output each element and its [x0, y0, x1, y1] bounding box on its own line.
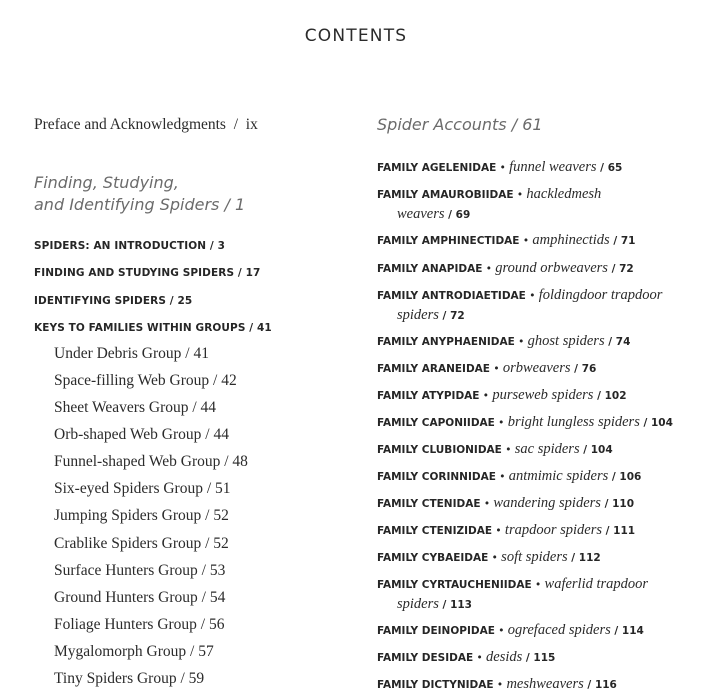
- toc-entry-label: Preface and Acknowledgments: [34, 116, 226, 133]
- common-name: orbweavers: [502, 360, 571, 376]
- group-label: Under Debris Group: [54, 345, 182, 362]
- common-name: waferlid trapdoor: [544, 576, 649, 592]
- separator: /: [219, 195, 235, 214]
- separator: /: [567, 552, 579, 564]
- separator: /: [209, 372, 222, 389]
- group-page: 54: [209, 589, 226, 606]
- part-title-line2-wrap: [34, 194, 245, 216]
- family-page: 115: [533, 652, 556, 664]
- separator: /: [206, 240, 218, 252]
- toc-entry-preface[interactable]: [34, 116, 258, 134]
- toc-group[interactable]: [54, 616, 224, 634]
- separator: /: [186, 643, 199, 660]
- separator: /: [583, 679, 595, 691]
- separator: /: [176, 670, 189, 687]
- common-name: hackledmesh: [526, 186, 602, 202]
- family-page: 111: [613, 525, 636, 537]
- toc-group[interactable]: [54, 670, 204, 688]
- separator: /: [596, 162, 608, 174]
- family-page: 76: [581, 363, 597, 375]
- chapter-page: 3: [217, 240, 225, 252]
- group-label: Six-eyed Spiders Group: [54, 480, 203, 497]
- family-page: 110: [612, 498, 635, 510]
- family-page: 113: [450, 599, 472, 611]
- page-title: CONTENTS: [304, 26, 408, 46]
- family-entry[interactable]: FAMILY DICTYNIDAE • meshweavers / 116: [377, 676, 617, 692]
- separator: /: [579, 444, 591, 456]
- family-name: FAMILY CLUBIONIDAE: [377, 444, 502, 456]
- separator: /: [188, 399, 201, 416]
- common-name-cont: weavers: [397, 206, 445, 222]
- toc-chapter[interactable]: [34, 267, 260, 279]
- common-name: ground orbweavers: [495, 260, 608, 276]
- separator: /: [593, 390, 605, 402]
- group-page: 56: [208, 616, 225, 633]
- group-page: 44: [213, 426, 229, 443]
- group-label: Funnel-shaped Web Group: [54, 453, 221, 470]
- family-entry[interactable]: FAMILY DESIDAE • desids / 115: [377, 649, 556, 665]
- common-name: funnel weavers: [509, 159, 597, 175]
- family-entry[interactable]: FAMILY CAPONIIDAE • bright lungless spiders / 104: [377, 414, 673, 430]
- family-name: FAMILY AGELENIDAE: [377, 162, 497, 174]
- separator: /: [600, 498, 613, 510]
- group-page: 59: [188, 670, 205, 687]
- common-name: soft spiders: [501, 549, 568, 565]
- toc-group[interactable]: [54, 589, 225, 607]
- family-entry[interactable]: FAMILY CYBAEIDAE • soft spiders / 112: [377, 549, 601, 565]
- part-page: 1: [234, 195, 246, 214]
- family-entry[interactable]: FAMILY AGELENIDAE • funnel weavers / 65: [377, 159, 623, 175]
- family-page: 116: [594, 679, 617, 691]
- separator: /: [201, 507, 214, 524]
- common-name: bright lungless spiders: [507, 414, 640, 430]
- group-page: 57: [198, 643, 214, 660]
- family-entry[interactable]: FAMILY ANTRODIAETIDAE • foldingdoor trapdoor spiders / 72: [377, 287, 663, 323]
- separator: /: [197, 562, 210, 579]
- group-label: Jumping Spiders Group: [54, 507, 202, 524]
- chapter-label: KEYS TO FAMILIES WITHIN GROUPS: [34, 322, 246, 334]
- group-label: Foliage Hunters Group: [54, 616, 197, 633]
- toc-entry-page: ix: [245, 116, 258, 133]
- family-name: FAMILY CAPONIIDAE: [377, 417, 495, 429]
- common-name: amphinectids: [532, 232, 610, 248]
- group-page: 42: [221, 372, 237, 389]
- toc-chapter[interactable]: [34, 295, 192, 307]
- group-page: 44: [200, 399, 217, 416]
- common-name: trapdoor spiders: [504, 522, 603, 538]
- separator: /: [609, 235, 621, 247]
- family-page: 104: [590, 444, 613, 456]
- separator: /: [229, 116, 242, 133]
- toc-chapter[interactable]: [34, 322, 272, 334]
- family-name: FAMILY CYRTAUCHENIIDAE: [377, 579, 532, 591]
- group-page: 52: [213, 507, 229, 524]
- common-name-cont: spiders: [397, 596, 439, 612]
- toc-group[interactable]: [54, 426, 229, 444]
- part-page: 61: [522, 115, 543, 134]
- toc-group[interactable]: [54, 345, 209, 363]
- family-entry[interactable]: FAMILY ATYPIDAE • purseweb spiders / 102: [377, 387, 627, 403]
- common-name: meshweavers: [506, 676, 584, 692]
- family-name: FAMILY CYBAEIDAE: [377, 552, 489, 564]
- family-page: 104: [651, 417, 673, 429]
- family-page: 74: [615, 336, 631, 348]
- separator: /: [234, 267, 246, 279]
- chapter-page: 25: [177, 295, 193, 307]
- group-page: 48: [232, 453, 248, 470]
- common-name: antmimic spiders: [508, 468, 609, 484]
- common-name-cont: spiders: [397, 307, 439, 323]
- family-name: FAMILY DESIDAE: [377, 652, 474, 664]
- family-entry[interactable]: FAMILY CTENIDAE • wandering spiders / 110: [377, 495, 635, 511]
- family-name: FAMILY AMPHINECTIDAE: [377, 235, 520, 247]
- chapter-label: SPIDERS: AN INTRODUCTION: [34, 240, 207, 252]
- separator: /: [201, 426, 214, 443]
- family-name: FAMILY CTENIZIDAE: [377, 525, 493, 537]
- group-label: Space-filling Web Group: [54, 372, 210, 389]
- family-page: 71: [620, 235, 636, 247]
- family-entry[interactable]: FAMILY AMAUROBIIDAE • hackledmesh weavers / 69: [377, 186, 602, 222]
- toc-group[interactable]: [54, 399, 216, 417]
- toc-chapter[interactable]: [34, 240, 225, 252]
- toc-group[interactable]: [54, 507, 229, 525]
- separator: /: [602, 525, 614, 537]
- toc-part-heading[interactable]: [34, 172, 245, 216]
- group-label: Tiny Spiders Group: [54, 670, 177, 687]
- separator: /: [639, 417, 651, 429]
- group-label: Surface Hunters Group: [54, 562, 198, 579]
- family-page: 114: [621, 625, 644, 637]
- toc-group[interactable]: [54, 535, 229, 553]
- family-entry[interactable]: FAMILY DEINOPIDAE • ogrefaced spiders / 114: [377, 622, 644, 638]
- separator: /: [604, 336, 616, 348]
- family-name: FAMILY ANAPIDAE: [377, 263, 483, 275]
- separator: /: [220, 453, 233, 470]
- separator: /: [197, 589, 210, 606]
- separator: /: [201, 535, 214, 552]
- toc-group[interactable]: [54, 372, 237, 390]
- group-page: 51: [215, 480, 231, 497]
- separator: /: [608, 471, 620, 483]
- family-entry[interactable]: FAMILY CYRTAUCHENIIDAE • waferlid trapdoor spiders / 113: [377, 576, 649, 612]
- family-entry[interactable]: FAMILY CTENIZIDAE • trapdoor spiders / 111: [377, 522, 636, 538]
- separator: /: [245, 322, 257, 334]
- family-name: FAMILY ATYPIDAE: [377, 390, 480, 402]
- family-page: 69: [455, 209, 471, 221]
- separator: /: [506, 115, 523, 134]
- group-label: Orb-shaped Web Group: [54, 426, 202, 443]
- separator: /: [202, 480, 216, 497]
- family-entry[interactable]: FAMILY CLUBIONIDAE • sac spiders / 104: [377, 441, 613, 457]
- part-title-line1: Finding, Studying,: [34, 173, 179, 192]
- toc-group[interactable]: [54, 480, 231, 498]
- family-page: 72: [619, 263, 634, 275]
- separator: /: [438, 599, 451, 611]
- common-name: purseweb spiders: [492, 387, 594, 403]
- separator: /: [522, 652, 534, 664]
- separator: /: [607, 263, 620, 275]
- part-title-line2: and Identifying Spiders: [34, 195, 220, 214]
- chapter-page: 17: [245, 267, 261, 279]
- chapter-label: FINDING AND STUDYING SPIDERS: [34, 267, 235, 279]
- common-name: desids: [486, 649, 523, 665]
- group-label: Sheet Weavers Group: [54, 399, 189, 416]
- family-page: 65: [607, 162, 623, 174]
- family-name: FAMILY DEINOPIDAE: [377, 625, 495, 637]
- common-name: wandering spiders: [493, 495, 601, 511]
- family-page: 106: [619, 471, 642, 483]
- separator: /: [610, 625, 622, 637]
- family-name: FAMILY CORINNIDAE: [377, 471, 496, 483]
- family-page: 72: [450, 310, 465, 322]
- family-name: FAMILY AMAUROBIIDAE: [377, 189, 514, 201]
- separator: /: [196, 616, 209, 633]
- toc-group[interactable]: [54, 453, 248, 471]
- chapter-page: 41: [256, 322, 272, 334]
- family-page: 112: [578, 552, 601, 564]
- group-page: 52: [213, 535, 229, 552]
- family-name: FAMILY CTENIDAE: [377, 498, 481, 510]
- part-title: Spider Accounts: [377, 115, 507, 134]
- toc-group[interactable]: [54, 562, 225, 580]
- separator: /: [166, 295, 178, 307]
- group-label: Crablike Spiders Group: [54, 535, 202, 552]
- family-entry[interactable]: FAMILY ANAPIDAE • ground orbweavers / 72: [377, 260, 634, 276]
- common-name: ghost spiders: [527, 333, 605, 349]
- group-label: Mygalomorph Group: [54, 643, 187, 660]
- toc-group[interactable]: [54, 643, 214, 661]
- separator: /: [570, 363, 582, 375]
- group-page: 53: [209, 562, 226, 579]
- family-page: 102: [604, 390, 627, 402]
- common-name: foldingdoor trapdoor: [538, 287, 663, 303]
- family-entry[interactable]: FAMILY ARANEIDAE • orbweavers / 76: [377, 360, 597, 376]
- chapter-label: IDENTIFYING SPIDERS: [34, 295, 166, 307]
- common-name: ogrefaced spiders: [507, 622, 611, 638]
- separator: /: [438, 310, 451, 322]
- group-page: 41: [193, 345, 209, 362]
- group-label: Ground Hunters Group: [54, 589, 198, 606]
- family-entry[interactable]: FAMILY AMPHINECTIDAE • amphinectids / 71: [377, 232, 636, 248]
- family-name: FAMILY ANYPHAENIDAE: [377, 336, 515, 348]
- toc-part-heading[interactable]: [377, 114, 543, 136]
- family-entry[interactable]: FAMILY CORINNIDAE • antmimic spiders / 106: [377, 468, 642, 484]
- family-entry[interactable]: FAMILY ANYPHAENIDAE • ghost spiders / 74: [377, 333, 631, 349]
- family-name: FAMILY DICTYNIDAE: [377, 679, 494, 691]
- separator: /: [444, 209, 456, 221]
- separator: /: [181, 345, 194, 362]
- family-name: FAMILY ANTRODIAETIDAE: [377, 290, 526, 302]
- common-name: sac spiders: [514, 441, 580, 457]
- family-name: FAMILY ARANEIDAE: [377, 363, 490, 375]
